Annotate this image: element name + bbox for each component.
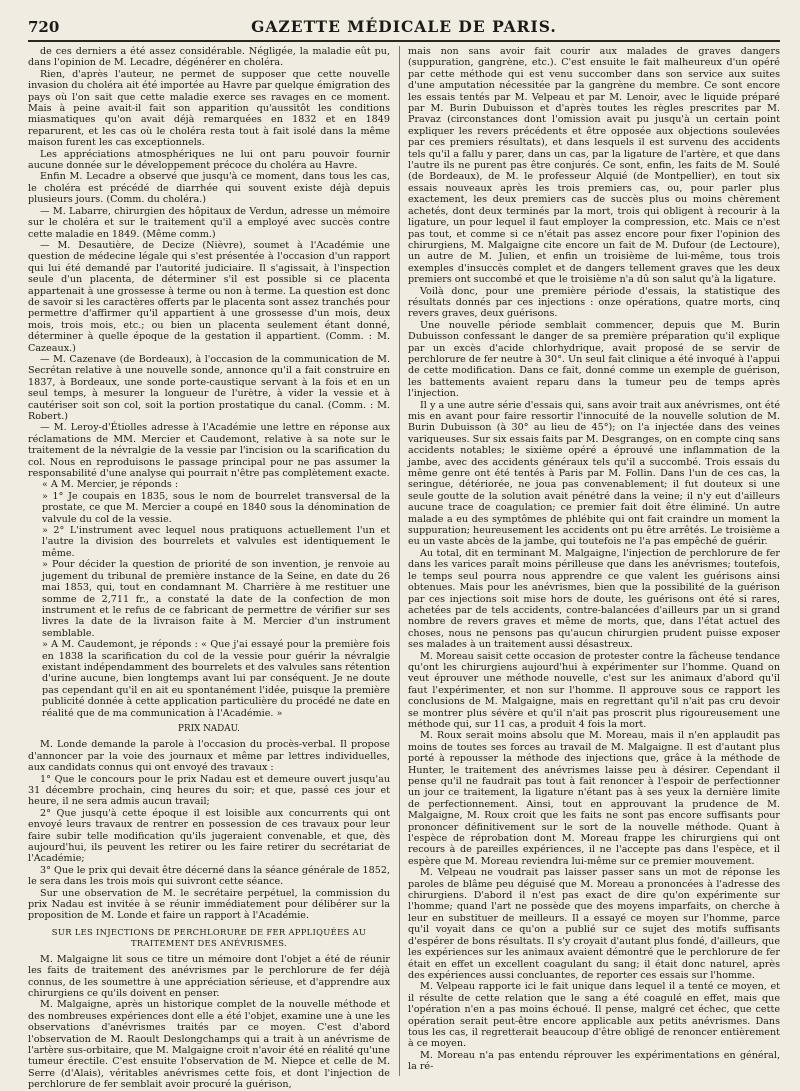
quoted-paragraph: » 1° Je coupais en 1835, sous le nom de bourrelet transversal de la prostate, ce que M. Mercier a coupé en 1840 sous la dénomination de valvule du col de la vessie. [42, 490, 390, 525]
paragraph: Rien, d'après l'auteur, ne permet de supposer que cette nouvelle invasion du choléra ait été importée au Havre par quelque émigration des pays où l'on sait que cette maladie exerce ses ravages en ce moment. Mais à peine avait-il fait son apparition qu'aussitôt les conditions miasmatiques qu'on avait déjà remarquées en 1832 et en 1849 reparurent, et les cas où le choléra resta tout à fait isolé dans la même maison furent les cas exceptionnels. [28, 68, 390, 149]
paragraph: de ces derniers a été assez considérable. Négligée, la maladie eût pu, dans l'opinion de M. Lecadre, dégénérer en choléra. [28, 46, 390, 69]
paragraph: Enfin M. Lecadre a observé que jusqu'à ce moment, dans tous les cas, le choléra est précédé de diarrhée qui souvent existe déjà depuis plusieurs jours. (Comm. du choléra.) [28, 171, 390, 206]
paragraph: — M. Labarre, chirurgien des hôpitaux de Verdun, adresse un mémoire sur le choléra et sur le traitement qu'il a employé avec succès contre cette maladie en 1849. (Même comm.) [28, 205, 390, 240]
paragraph: — M. Desautière, de Decize (Nièvre), soumet à l'Académie une question de médecine légale qui s'est présentée à l'occasion d'un rapport qui lui été demandé par l'autorité judiciaire. Il s'agissait, à l'inspection seule d'un placenta, de déterminer s'il est possible si ce placenta appartenait à une grossesse à terme ou non à terme. La question est donc de savoir si les caractères offerts par le placenta sont assez tranchés pour permettre d'affirmer qu'il appartient à une grossesse d'un mois, deux mois, trois mois, etc.; ou bien un placenta seulement étant donné, déterminer à quelle époque de la gestation il appartient. (Comm. : M. Cazeaux.) [28, 239, 390, 354]
paragraph: Voilà donc, pour une première période d'essais, la statistique des résultats donnés par ces injections : onze opérations, quatre morts, cinq revers graves, deux guérisons. [408, 285, 780, 320]
section-heading: PRIX NADAU. [178, 723, 240, 734]
paragraph: M. Velpeau rapporte ici le fait unique dans lequel il a tenté ce moyen, et il résulte de cette relation que le sang a été coagulé en effet, mais que l'opération n'en a pas moins échoué. Il pense, malgré cet échec, que cette opération serait peut-être encore applicable aux petits anévrismes. Dans tous les cas, il regretterait beaucoup d'être obligé de renoncer entièrement à ce moyen. [408, 981, 780, 1050]
paragraph: M. Moreau n'a pas entendu réprouver les expérimentations en général, la ré- [408, 1049, 780, 1073]
page-number: 720 [28, 18, 60, 36]
paragraph: Il y a une autre série d'essais qui, sans avoir trait aux anévrismes, ont été mis en avant pour faire ressortir l'innocuité de la nouvelle solution de M. Burin Dubuisson (à 30° au lieu de 45°); on l'a injectée dans des veines variqueuses. Sur six essais faits par M. Desgranges, on en compte cinq sans accidents notables; le sixième opéré a éprouvé une inflammation de la jambe, avec des accidents généraux tels qu'il a succombé. Trois essais du même genre ont été tentés à Paris par M. Follin. Dans l'un de ces cas, la seringue, détériorée, ne joua pas convenablement; il fut douteux si une seule goutte de la solution avait pénétré dans la veine; il n'y eut d'ailleurs aucune trace de coagulation; ce premier fait doit être éliminé. Un autre malade a eu des symptômes de phlébite qui ont fait craindre un moment la suppuration; heureusement les accidents ont pu être arrêtés. Le troisième a eu un vaste abcès de la jambe, qui toutefois ne l'a pas empêché de guérir. [408, 399, 780, 548]
article-heading: SUR LES INJECTIONS DE PERCHLORURE DE FER APPLIQUÉES AU TRAITEMENT DES ANÉVRISMES. [51, 926, 367, 949]
quoted-paragraph: » Pour décider la question de priorité de son invention, je renvoie au jugement du tribunal de première instance de la Seine, en date du 26 mai 1853, qui, tout en condamnant M. Charrière à me restituer une somme de 2,711 fr., a constaté la date de la confection de mon instrument et le refus de ce fabricant de permettre de vérifier sur ses livres la date de la livraison faite à M. Mercier d'un instrument semblable. [42, 559, 390, 639]
paragraph: 3° Que le prix qui devait être décerné dans la séance générale de 1852, le sera dans les trois mois qui suivront cette séance. [28, 864, 390, 888]
paragraph: — M. Leroy-d'Étiolles adresse à l'Académie une lettre en réponse aux réclamations de MM. Mercier et Caudemont, relative à sa note sur le traitement de la névralgie de la vessie par l'incision ou la scarification du col. Nous en reproduisons le passage principal pour ne pas assumer la responsabilité d'une analyse qui pourrait n'être pas complètement exacte. [28, 422, 390, 480]
paragraph: M. Roux serait moins absolu que M. Moreau, mais il n'en applaudit pas moins de toutes ses forces au travail de M. Malgaigne. Il est d'autant plus porté à repousser la méthode des injections que, grâce à la méthode de Hunter, le traitement des anévrismes laisse peu à désirer. Cependant il pense qu'il ne faudrait pas tout à fait renoncer à l'espoir de perfectionner un jour ce traitement, la ligature n'étant pas à ses yeux la dernière limite de perfectionnement. Ainsi, tout en approuvant la prudence de M. Malgaigne, M. Roux croit que les faits ne sont pas encore suffisants pour prononcer définitivement sur le sort de la nouvelle méthode. Quant à l'espèce de réprobation dont M. Moreau frappe les chirurgiens qui ont recours à de pareilles expériences, il ne l'accepte pas dans l'espèce, et il espère que M. Moreau reviendra lui-même sur ce premier mouvement. [408, 730, 780, 867]
paragraph: Les appréciations atmosphériques ne lui ont paru pouvoir fournir aucune donnée sur le développement précoce du choléra au Havre. [28, 148, 390, 172]
paragraph: M. Malgaigne, après un historique complet de la nouvelle méthode et des nombreuses expériences dont elle a été l'objet, examine une à une les observations d'anévrismes traités par ce moyen. C'est d'abord l'observation de M. Raoult Deslongchamps qui a trait à un anévrisme de l'artère sus-orbitaire, que M. Malgaigne croit n'avoir été en réalité qu'une tumeur érectile. C'est ensuite l'observation de M. Niepce et celle de M. Serre (d'Alais), véritables anévrismes cette fois, et dont l'injection de perchlorure de fer semblait avoir procuré la guérison, [28, 999, 390, 1091]
paragraph: M. Londe demande la parole à l'occasion du procès-verbal. Il propose d'annoncer par la voie des journaux et même par lettres individuelles, aux candidats connus qui ont envoyé des travaux : [28, 739, 390, 774]
page-header [28, 12, 780, 42]
paragraph: — M. Cazenave (de Bordeaux), à l'occasion de la communication de M. Secrétan relative à une nouvelle sonde, annonce qu'il a fait construire en 1837, à Bordeaux, une sonde porte-caustique servant à la fois et en un seul temps, à mesurer la longueur de l'urètre, à vider la vessie et à cautériser soit son col, soit la portion prostatique du canal. (Comm. : M. Robert.) [28, 353, 390, 422]
paragraph: 2° Que jusqu'à cette époque il est loisible aux concurrents qui ont envoyé leurs travaux de rentrer en possession de ces travaux pour leur faire subir telle modification qu'ils jugeraient convenable, et que, dès aujourd'hui, ils peuvent les retirer ou les faire retirer du secrétariat de l'Académie; [28, 807, 390, 865]
left-column [28, 46, 390, 1091]
quoted-paragraph: » 2° L'instrument avec lequel nous pratiquons actuellement l'un et l'autre la division des bourrelets et valvules est identiquement le même. [42, 525, 390, 559]
quoted-paragraph: « A M. Mercier, je réponds : [42, 479, 179, 491]
right-column [408, 46, 780, 1078]
paragraph: mais non sans avoir fait courir aux malades de graves dangers (suppuration, gangrène, etc.). C'est ensuite le fait malheureux d'un opéré par cette méthode qui est venu succomber dans son service aux suites d'une amputation nécessitée par la gangrène du membre. Ce sont encore les essais tentés par M. Velpeau et par M. Lenoir, avec le liquide préparé par M. Burin Dubuisson et d'après toutes les règles prescrites par M. Pravaz (circonstances dont l'omission avait pu jusqu'à un certain point expliquer les revers précédents et être opposée aux objections soulevées par ces premiers résultats), et dans lesquels il est survenu des accidents tels qu'il a fallu y parer, dans un cas, par la ligature de l'artère, et que dans l'autre ils ne purent pas être conjurés. Ce sont, enfin, les faits de M. Soulé (de Bordeaux), de M. le professeur Alquié (de Montpellier), en tout six essais nouveaux après les trois premiers cas, ou, pour parler plus exactement, les deux premiers cas de succès plus ou moins chèrement achetés, dont deux terminés par la mort, trois qui obligent à recourir à la ligature, un pour lequel il faut employer la compression, etc. Mais ce n'est pas tout, et comme si ce n'était pas assez encore pour fixer l'opinion des chirurgiens, M. Malgaigne cite encore un fait de M. Dufour (de Lectoure), un autre de M. Julien, et enfin un troisième de lui-même, tous trois exemples d'insuccès complet et de dangers tellement graves que les deux premiers ont succombé et que le troisième n'a dû son salut qu'à la ligature. [408, 46, 780, 286]
paragraph: M. Velpeau ne voudrait pas laisser passer sans un mot de réponse les paroles de blâme peu déguisé que M. Moreau a prononcées à l'adresse des chirurgiens. D'abord il n'est pas exact de dire qu'on expérimente sur l'homme; quand l'art ne possède que des moyens imparfaits, on cherche à leur en substituer de meilleurs. Il a essayé ce moyen sur l'homme, parce qu'il voyait dans ce qu'on a publié sur ce sujet des motifs suffisants d'espérer de bons résultats. Il s'y croyait d'autant plus fondé, d'ailleurs, que les expériences sur les animaux avaient démontré que le perchlorure de fer était en effet un excellent coagulant du sang; il était donc naturel, après des expériences aussi concluantes, de reporter ces essais sur l'homme. [408, 867, 780, 981]
paragraph: M. Malgaigne lit sous ce titre un mémoire dont l'objet a été de réunir les faits de traitement des anévrismes par le perchlorure de fer déjà connus, de les soumettre à une appréciation sérieuse, et d'apprendre aux chirurgiens ce qu'ils doivent en penser. [28, 953, 390, 999]
paragraph: 1° Que le concours pour le prix Nadau est et demeure ouvert jusqu'au 31 décembre prochain, cinq heures du soir; et que, passé ces jour et heure, il ne sera admis aucun travail; [28, 773, 390, 808]
column-divider [399, 46, 400, 1076]
quoted-paragraph: » A M. Caudemont, je réponds : « Que j'ai essayé pour la première fois en 1838 la scarification du col de la vessie pour guérir la névralgie existant indépendamment des bourrelets et des valvules sans rétention d'urine aucune, bien longtemps avant lui par conséquent. Je ne doute pas cependant qu'il en ait eu spontanément l'idée, puisque la première publicité donnée à cette application particulière du procédé ne date en réalité que de ma communication à l'Académie. » [42, 639, 390, 719]
journal-title: GAZETTE MÉDICALE DE PARIS. [251, 17, 557, 36]
paragraph: Au total, dit en terminant M. Malgaigne, l'injection de perchlorure de fer dans les varices paraît moins périlleuse que dans les anévrismes; toutefois, le temps seul pourra nous apprendre ce que valent les guérisons ainsi obtenues. Mais pour les anévrismes, bien que la possibilité de la guérison par ces injections soit mise hors de doute, les guérisons ont été si rares, achetées par de tels accidents, contre-balancées d'ailleurs par un si grand nombre de revers graves et même de morts, que, dans l'état actuel des choses, nous ne pensons pas qu'aucun chirurgien prudent puisse exposer ses malades à un traitement aussi désastreux. [408, 547, 780, 651]
paragraph: Sur une observation de M. le secrétaire perpétuel, la commission du prix Nadau est invitée à se réunir immédiatement pour délibérer sur la proposition de M. Londe et faire un rapport à l'Académie. [28, 887, 390, 922]
paragraph: Une nouvelle période semblait commencer, depuis que M. Burin Dubuisson confessant le danger de sa première préparation qu'il explique par un excès d'acide chlorhydrique, avait proposé de se servir de perchlorure de fer neutre à 30°. Un seul fait clinique a été invoqué à l'appui de cette modification. Dans ce fait, donné comme un exemple de guérison, les battements avaient reparu dans la tumeur peu de temps après l'injection. [408, 319, 780, 400]
paragraph: M. Moreau saisit cette occasion de protester contre la fâcheuse tendance qu'ont les chirurgiens aujourd'hui à expérimenter sur l'homme. Quand on veut éprouver une méthode nouvelle, c'est sur les animaux d'abord qu'il faut l'expérimenter, et non sur l'homme. Il approuve sous ce rapport les conclusions de M. Malgaigne, mais en regrettant qu'il n'ait pas cru devoir se montrer plus sévère et qu'il n'ait pas proscrit plus rigoureusement une méthode qui, sur 11 cas, a produit 4 fois la mort. [408, 650, 780, 730]
